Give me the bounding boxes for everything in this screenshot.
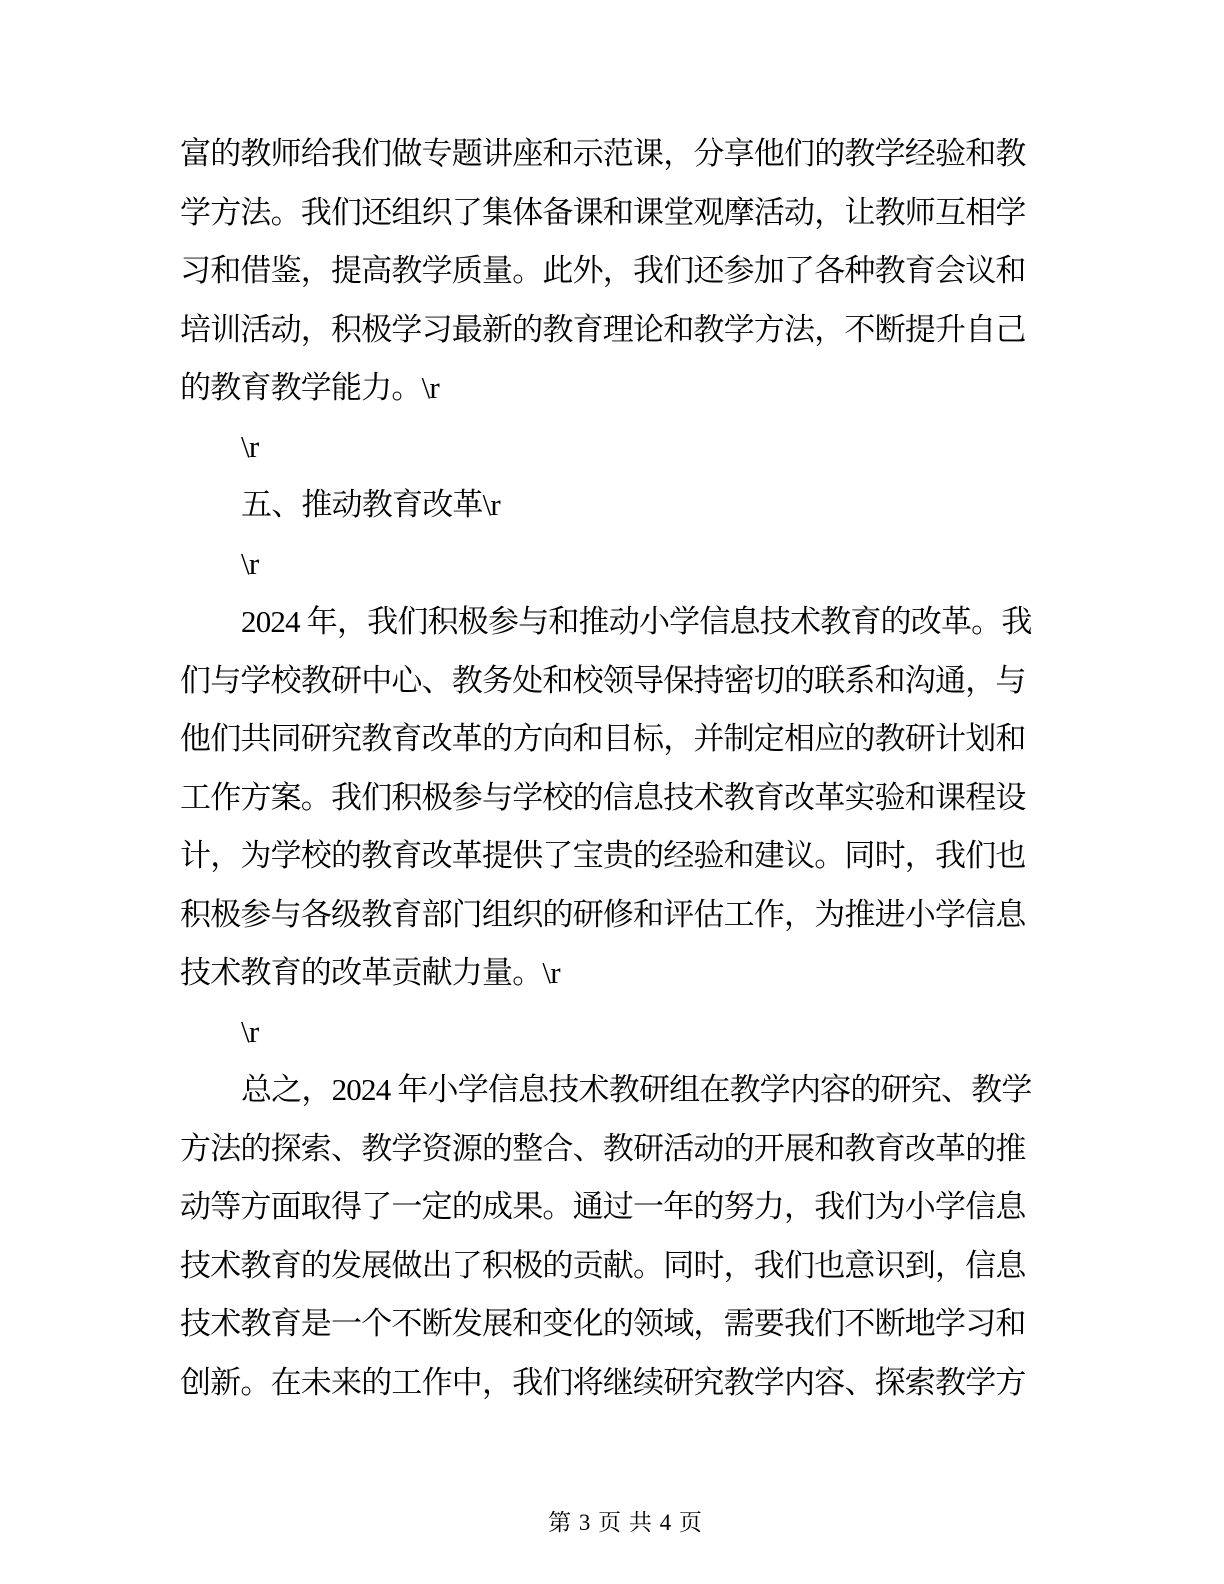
document-line: 2024 年，我们积极参与和推动小学信息技术教育的改革。我 — [241, 604, 1032, 639]
document-line: 他们共同研究教育改革的方向和目标，并制定相应的教研计划和 — [180, 721, 1026, 756]
document-line: 培训活动，积极学习最新的教育理论和教学方法，不断提升自己 — [180, 311, 1026, 347]
document-line: 学方法。我们还组织了集体备课和课堂观摩活动，让教师互相学 — [180, 194, 1026, 230]
document-line: 习和借鉴，提高教学质量。此外，我们还参加了各种教育会议和 — [180, 253, 1026, 288]
document-line: 计，为学校的教育改革提供了宝贵的经验和建议。同时，我们也 — [180, 838, 1026, 873]
document-line: 总之，2024 年小学信息技术教研组在教学内容的研究、教学 — [241, 1072, 1032, 1107]
page-number-text: 第 3 页 共 4 页 — [548, 1510, 703, 1535]
document-line: \r — [241, 545, 259, 581]
page-footer — [0, 1478, 1224, 1563]
document-line: 技术教育的发展做出了积极的贡献。同时，我们也意识到，信息 — [180, 1247, 1026, 1283]
document-line: 创新。在未来的工作中，我们将继续研究教学内容、探索教学方 — [180, 1364, 1026, 1400]
document-line: 的教育教学能力。\r — [180, 370, 439, 405]
document-line: 富的教师给我们做专题讲座和示范课，分享他们的教学经验和教 — [180, 136, 1026, 171]
document-line: \r — [241, 1013, 259, 1049]
document-line: 五、推动教育改革\r — [241, 487, 500, 522]
document-line: 技术教育是一个不断发展和变化的领域，需要我们不断地学习和 — [180, 1306, 1026, 1341]
document-body — [180, 125, 1030, 1412]
document-line: \r — [241, 428, 259, 464]
document-line: 积极参与各级教育部门组织的研修和评估工作，为推进小学信息 — [180, 896, 1026, 932]
document-line: 们与学校教研中心、教务处和校领导保持密切的联系和沟通，与 — [180, 662, 1026, 698]
document-line: 工作方案。我们积极参与学校的信息技术教育改革实验和课程设 — [180, 779, 1026, 815]
document-line: 方法的探索、教学资源的整合、教研活动的开展和教育改革的推 — [180, 1130, 1026, 1166]
document-line: 动等方面取得了一定的成果。通过一年的努力，我们为小学信息 — [180, 1189, 1026, 1224]
document-line: 技术教育的改革贡献力量。\r — [180, 955, 560, 990]
